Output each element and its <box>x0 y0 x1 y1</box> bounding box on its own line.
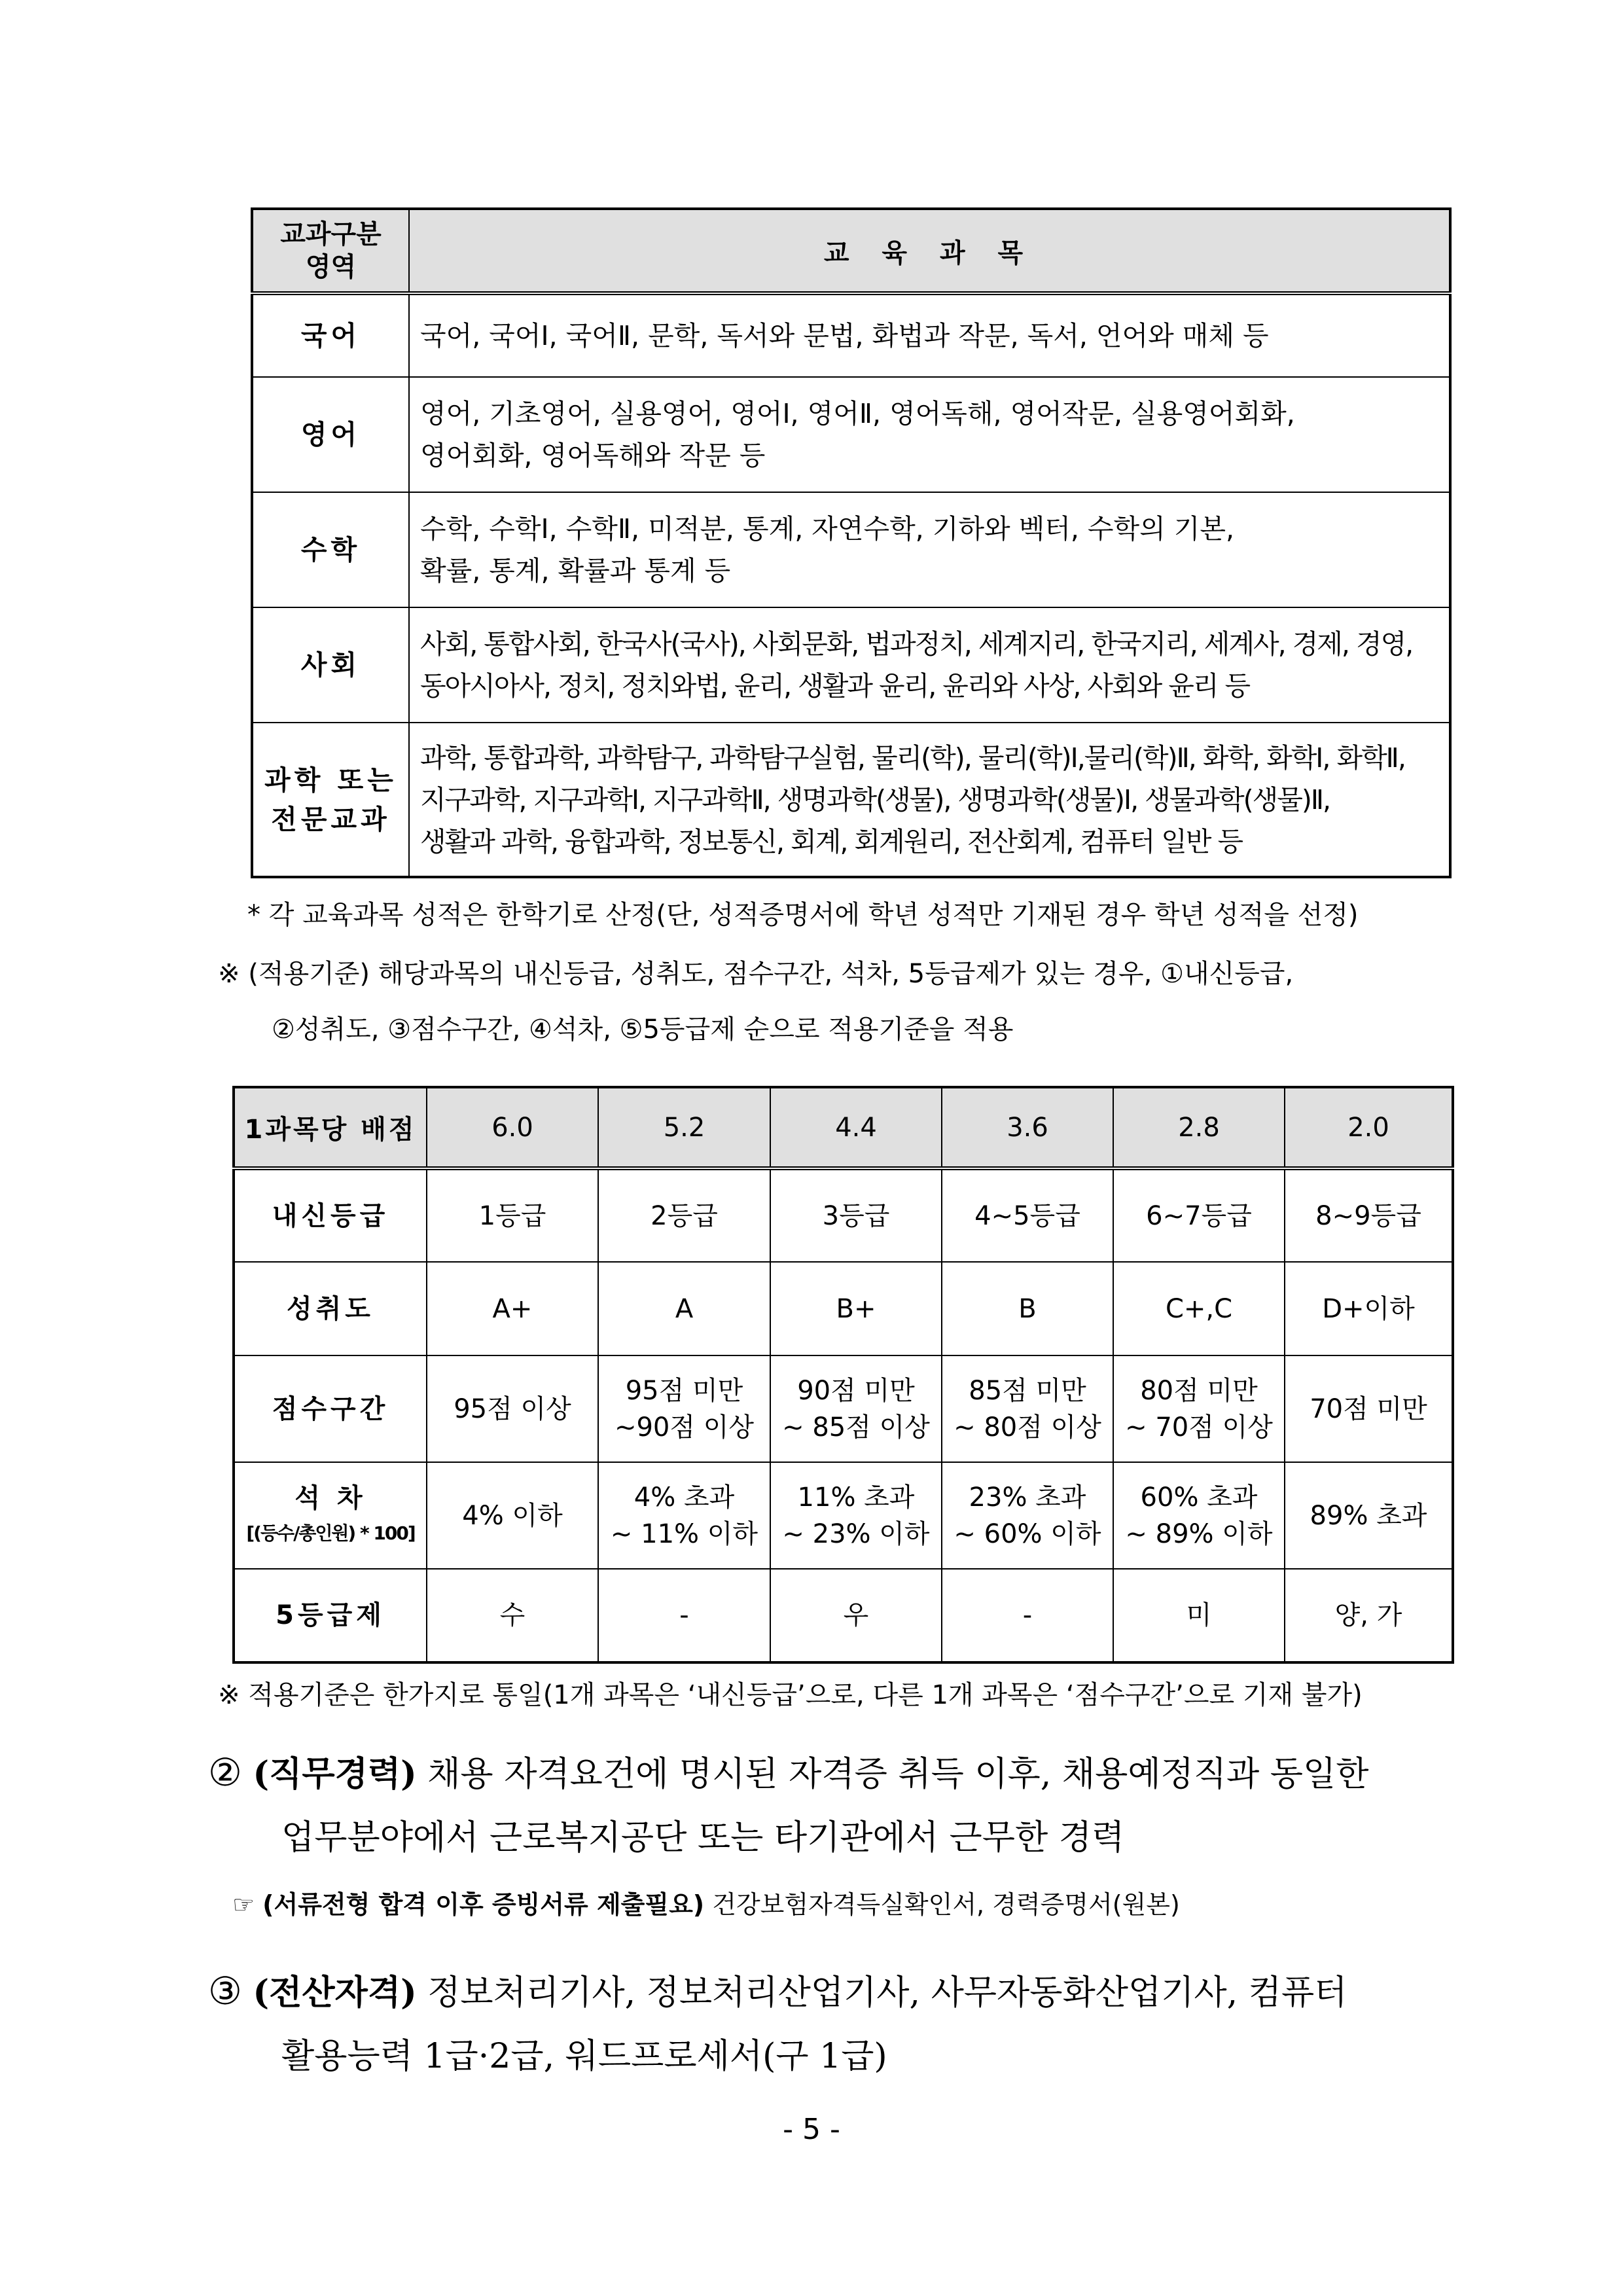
grade-cell-line: 우 <box>843 1600 869 1630</box>
number-3-mark: ③ <box>208 1969 242 2013</box>
subject-list-line: 사회, 통합사회, 한국사(국사), 사회문화, 법과정치, 세계지리, 한국지리, 세계사, 경제, 경영, <box>420 628 1413 660</box>
grade-row-label-line: 성취도 <box>287 1293 374 1324</box>
grade-cell <box>598 1569 770 1662</box>
computer-paragraph-line1 <box>208 1958 1347 2026</box>
grade-cell <box>1285 1355 1453 1462</box>
grade-row-label-line: 점수구간 <box>272 1393 389 1424</box>
grade-cell-line: 4~5등급 <box>974 1200 1080 1231</box>
computer-text-1: 정보처리기사, 정보처리산업기사, 사무자동화산업기사, 컴퓨터 <box>427 1973 1347 2013</box>
grade-cell <box>1113 1262 1285 1355</box>
grade-cell-line: A <box>675 1293 694 1324</box>
note-semester: * 각 교육과목 성적은 한학기로 산정(단, 성적증명서에 학년 성적만 기재된 경우 학년 성적을 선정) <box>247 900 1359 930</box>
grade-cell <box>598 1355 770 1462</box>
grade-cell-line: ~ 80점 이상 <box>954 1412 1101 1443</box>
grade-cell <box>1113 1168 1285 1262</box>
subject-area <box>252 377 409 492</box>
points-per-subject-header: 1과목당 배점 <box>234 1087 427 1168</box>
grade-cell <box>598 1262 770 1355</box>
points-value-header: 2.0 <box>1285 1087 1453 1168</box>
computer-paragraph-line2: 활용능력 1급·2급, 워드프로세서(구 1급) <box>281 2037 887 2076</box>
docs-note <box>232 1885 1180 1924</box>
grade-cell-line: 89% 초과 <box>1310 1500 1427 1531</box>
grades-table <box>232 1086 1454 1664</box>
grade-cell-line: 60% 초과 <box>1140 1482 1258 1513</box>
grade-cell <box>770 1462 942 1569</box>
grade-cell-line: ~ 60% 이하 <box>954 1518 1101 1549</box>
subject-area <box>252 293 409 377</box>
note-unify-criteria: ※ 적용기준은 한가지로 통일(1개 과목은 ‘내신등급’으로, 다른 1개 과목은 ‘점수구간’으로 기재 불가) <box>218 1680 1363 1710</box>
grade-cell-line: ~ 23% 이하 <box>782 1518 930 1549</box>
grade-row <box>234 1569 1453 1662</box>
grade-row <box>234 1462 1453 1569</box>
grade-cell <box>598 1462 770 1569</box>
subject-area <box>252 723 409 877</box>
grade-row-label <box>234 1462 427 1569</box>
grade-cell <box>427 1569 598 1662</box>
grade-cell-line: 양, 가 <box>1334 1600 1402 1630</box>
grade-cell-line: 95점 이상 <box>454 1393 571 1424</box>
grades-table-header <box>234 1087 1453 1168</box>
grade-row <box>234 1168 1453 1262</box>
subject-list-line: 수학, 수학Ⅰ, 수학Ⅱ, 미적분, 통계, 자연수학, 기하와 벡터, 수학의 기본, <box>420 513 1234 545</box>
grade-row-label-line: 내신등급 <box>272 1200 389 1231</box>
grade-cell-line: - <box>679 1600 689 1630</box>
grade-cell <box>1285 1262 1453 1355</box>
subject-list-line: 과학, 통합과학, 과학탐구, 과학탐구실험, 물리(학), 물리(학)Ⅰ,물리(학)Ⅱ, 화학, 화학Ⅰ, 화학Ⅱ, <box>420 742 1405 774</box>
grade-cell-line: 80점 미만 <box>1140 1375 1258 1406</box>
subject-row <box>252 723 1450 877</box>
points-value-header: 4.4 <box>770 1087 942 1168</box>
grade-cell <box>942 1569 1113 1662</box>
subject-list <box>409 492 1450 607</box>
grade-row-label-line: 석 차 <box>294 1482 366 1513</box>
grade-cell-line: ~ 85점 이상 <box>782 1412 930 1443</box>
area-header <box>252 209 409 293</box>
grade-cell <box>942 1462 1113 1569</box>
subjects-table-header <box>252 209 1450 293</box>
grade-cell-line: 23% 초과 <box>969 1482 1086 1513</box>
grade-cell <box>427 1355 598 1462</box>
subject-area-line: 수학 <box>300 534 361 565</box>
subject-area-line: 영어 <box>300 419 361 450</box>
grade-cell <box>770 1355 942 1462</box>
grade-cell-line: C+,C <box>1165 1293 1233 1324</box>
subject-list-line: 국어, 국어Ⅰ, 국어Ⅱ, 문학, 독서와 문법, 화법과 작문, 독서, 언어와 매체 등 <box>420 320 1269 351</box>
grade-cell <box>1285 1569 1453 1662</box>
grade-cell-line: 수 <box>499 1600 526 1630</box>
subject-row <box>252 492 1450 607</box>
grade-cell-line: ~90점 이상 <box>614 1412 755 1443</box>
pointing-hand-icon: ☞ <box>232 1890 255 1919</box>
subject-list <box>409 723 1450 877</box>
grade-cell-line: 4% 이하 <box>462 1500 563 1531</box>
grade-cell-line: 8~9등급 <box>1315 1200 1421 1231</box>
subject-list <box>409 293 1450 377</box>
grade-cell-line: 1등급 <box>478 1200 546 1231</box>
grade-cell <box>1113 1569 1285 1662</box>
grade-cell-line: 70점 미만 <box>1310 1393 1427 1424</box>
grade-cell <box>942 1168 1113 1262</box>
grade-cell <box>1113 1462 1285 1569</box>
grade-cell <box>1113 1355 1285 1462</box>
grade-cell-line: B+ <box>836 1293 876 1324</box>
note-criteria-line2: ②성취도, ③점수구간, ④석차, ⑤5등급제 순으로 적용기준을 적용 <box>272 1014 1014 1045</box>
subject-area <box>252 607 409 723</box>
grade-cell-line: ~ 89% 이하 <box>1125 1518 1273 1549</box>
subject-list-line: 동아시아사, 정치, 정치와법, 윤리, 생활과 윤리, 윤리와 사상, 사회와 윤리 등 <box>420 670 1250 702</box>
grade-row-label <box>234 1355 427 1462</box>
grade-cell-line: - <box>1022 1600 1033 1630</box>
points-value-header: 5.2 <box>598 1087 770 1168</box>
grade-cell-line: A+ <box>492 1293 533 1324</box>
points-value-header: 3.6 <box>942 1087 1113 1168</box>
grade-cell <box>770 1569 942 1662</box>
grade-cell <box>427 1168 598 1262</box>
points-value-header: 6.0 <box>427 1087 598 1168</box>
grade-row-label <box>234 1262 427 1355</box>
subject-area-line: 국어 <box>300 320 361 351</box>
subject-row <box>252 377 1450 492</box>
grade-cell-line: 85점 미만 <box>969 1375 1086 1406</box>
grade-cell-line: 3등급 <box>822 1200 890 1231</box>
area-header-line2: 영역 <box>305 252 357 282</box>
docs-note-text: 건강보험자격득실확인서, 경력증명서(원본) <box>704 1890 1180 1919</box>
grade-cell-line: 6~7등급 <box>1146 1200 1252 1231</box>
subject-row <box>252 293 1450 377</box>
career-paragraph-line1 <box>208 1740 1368 1807</box>
grade-cell-line: ~ 11% 이하 <box>610 1518 758 1549</box>
grade-row <box>234 1262 1453 1355</box>
grade-cell <box>1285 1462 1453 1569</box>
grade-cell <box>942 1355 1113 1462</box>
grade-cell <box>942 1262 1113 1355</box>
subject-list-line: 영어회화, 영어독해와 작문 등 <box>420 440 766 471</box>
grade-cell-line: 미 <box>1186 1600 1212 1630</box>
grade-cell-line: 90점 미만 <box>797 1375 915 1406</box>
subject-area-line: 전문교과 <box>271 803 391 835</box>
grade-cell-line: 2등급 <box>651 1200 718 1231</box>
subject-list-line: 생활과 과학, 융합과학, 정보통신, 회계, 회계원리, 전산회계, 컴퓨터 일반 등 <box>420 825 1243 857</box>
grade-row-label-line: 5등급제 <box>276 1600 385 1630</box>
grade-row-label <box>234 1168 427 1262</box>
grade-row-label-line: [(등수/총인원) * 100] <box>246 1522 415 1544</box>
subjects-header: 교 육 과 목 <box>409 209 1450 293</box>
grade-cell-line: ~ 70점 이상 <box>1125 1412 1273 1443</box>
career-title: (직무경력) <box>253 1754 417 1794</box>
points-value-header: 2.8 <box>1113 1087 1285 1168</box>
grade-cell <box>770 1262 942 1355</box>
grade-cell <box>427 1462 598 1569</box>
grade-cell-line: D+이하 <box>1322 1293 1415 1324</box>
grade-cell <box>770 1168 942 1262</box>
number-2-mark: ② <box>208 1750 242 1795</box>
subject-area-line: 사회 <box>300 649 361 681</box>
page-number: - 5 - <box>783 2113 840 2146</box>
note-criteria-line1: ※ (적용기준) 해당과목의 내신등급, 성취도, 점수구간, 석차, 5등급제가 있는 경우, ①내신등급, <box>218 959 1294 989</box>
docs-note-bold: (서류전형 합격 이후 증빙서류 제출필요) <box>262 1890 705 1919</box>
grade-cell-line: 11% 초과 <box>797 1482 915 1513</box>
subject-row <box>252 607 1450 723</box>
subject-list-line: 영어, 기초영어, 실용영어, 영어Ⅰ, 영어Ⅱ, 영어독해, 영어작문, 실용영어회화, <box>420 398 1295 429</box>
grade-cell-line: 95점 미만 <box>625 1375 743 1406</box>
computer-title: (전산자격) <box>253 1973 417 2013</box>
grade-cell-line: 4% 초과 <box>633 1482 735 1513</box>
grade-cell-line: B <box>1018 1293 1037 1324</box>
subject-area <box>252 492 409 607</box>
grade-cell <box>1285 1168 1453 1262</box>
area-header-line1: 교과구분 <box>280 219 382 249</box>
grade-row-label <box>234 1569 427 1662</box>
subject-list-line: 지구과학, 지구과학Ⅰ, 지구과학Ⅱ, 생명과학(생물), 생명과학(생물)Ⅰ, 생물과학(생물)Ⅱ, <box>420 783 1330 816</box>
career-text-1: 채용 자격요건에 명시된 자격증 취득 이후, 채용예정직과 동일한 <box>427 1755 1369 1794</box>
grade-row <box>234 1355 1453 1462</box>
grade-cell <box>598 1168 770 1262</box>
subject-list <box>409 377 1450 492</box>
subjects-table <box>251 207 1452 878</box>
subject-list-line: 확률, 통계, 확률과 통계 등 <box>420 555 731 586</box>
subject-list <box>409 607 1450 723</box>
career-paragraph-line2: 업무분야에서 근로복지공단 또는 타기관에서 근무한 경력 <box>281 1818 1125 1857</box>
subject-area-line: 과학 또는 <box>264 764 397 796</box>
grade-cell <box>427 1262 598 1355</box>
